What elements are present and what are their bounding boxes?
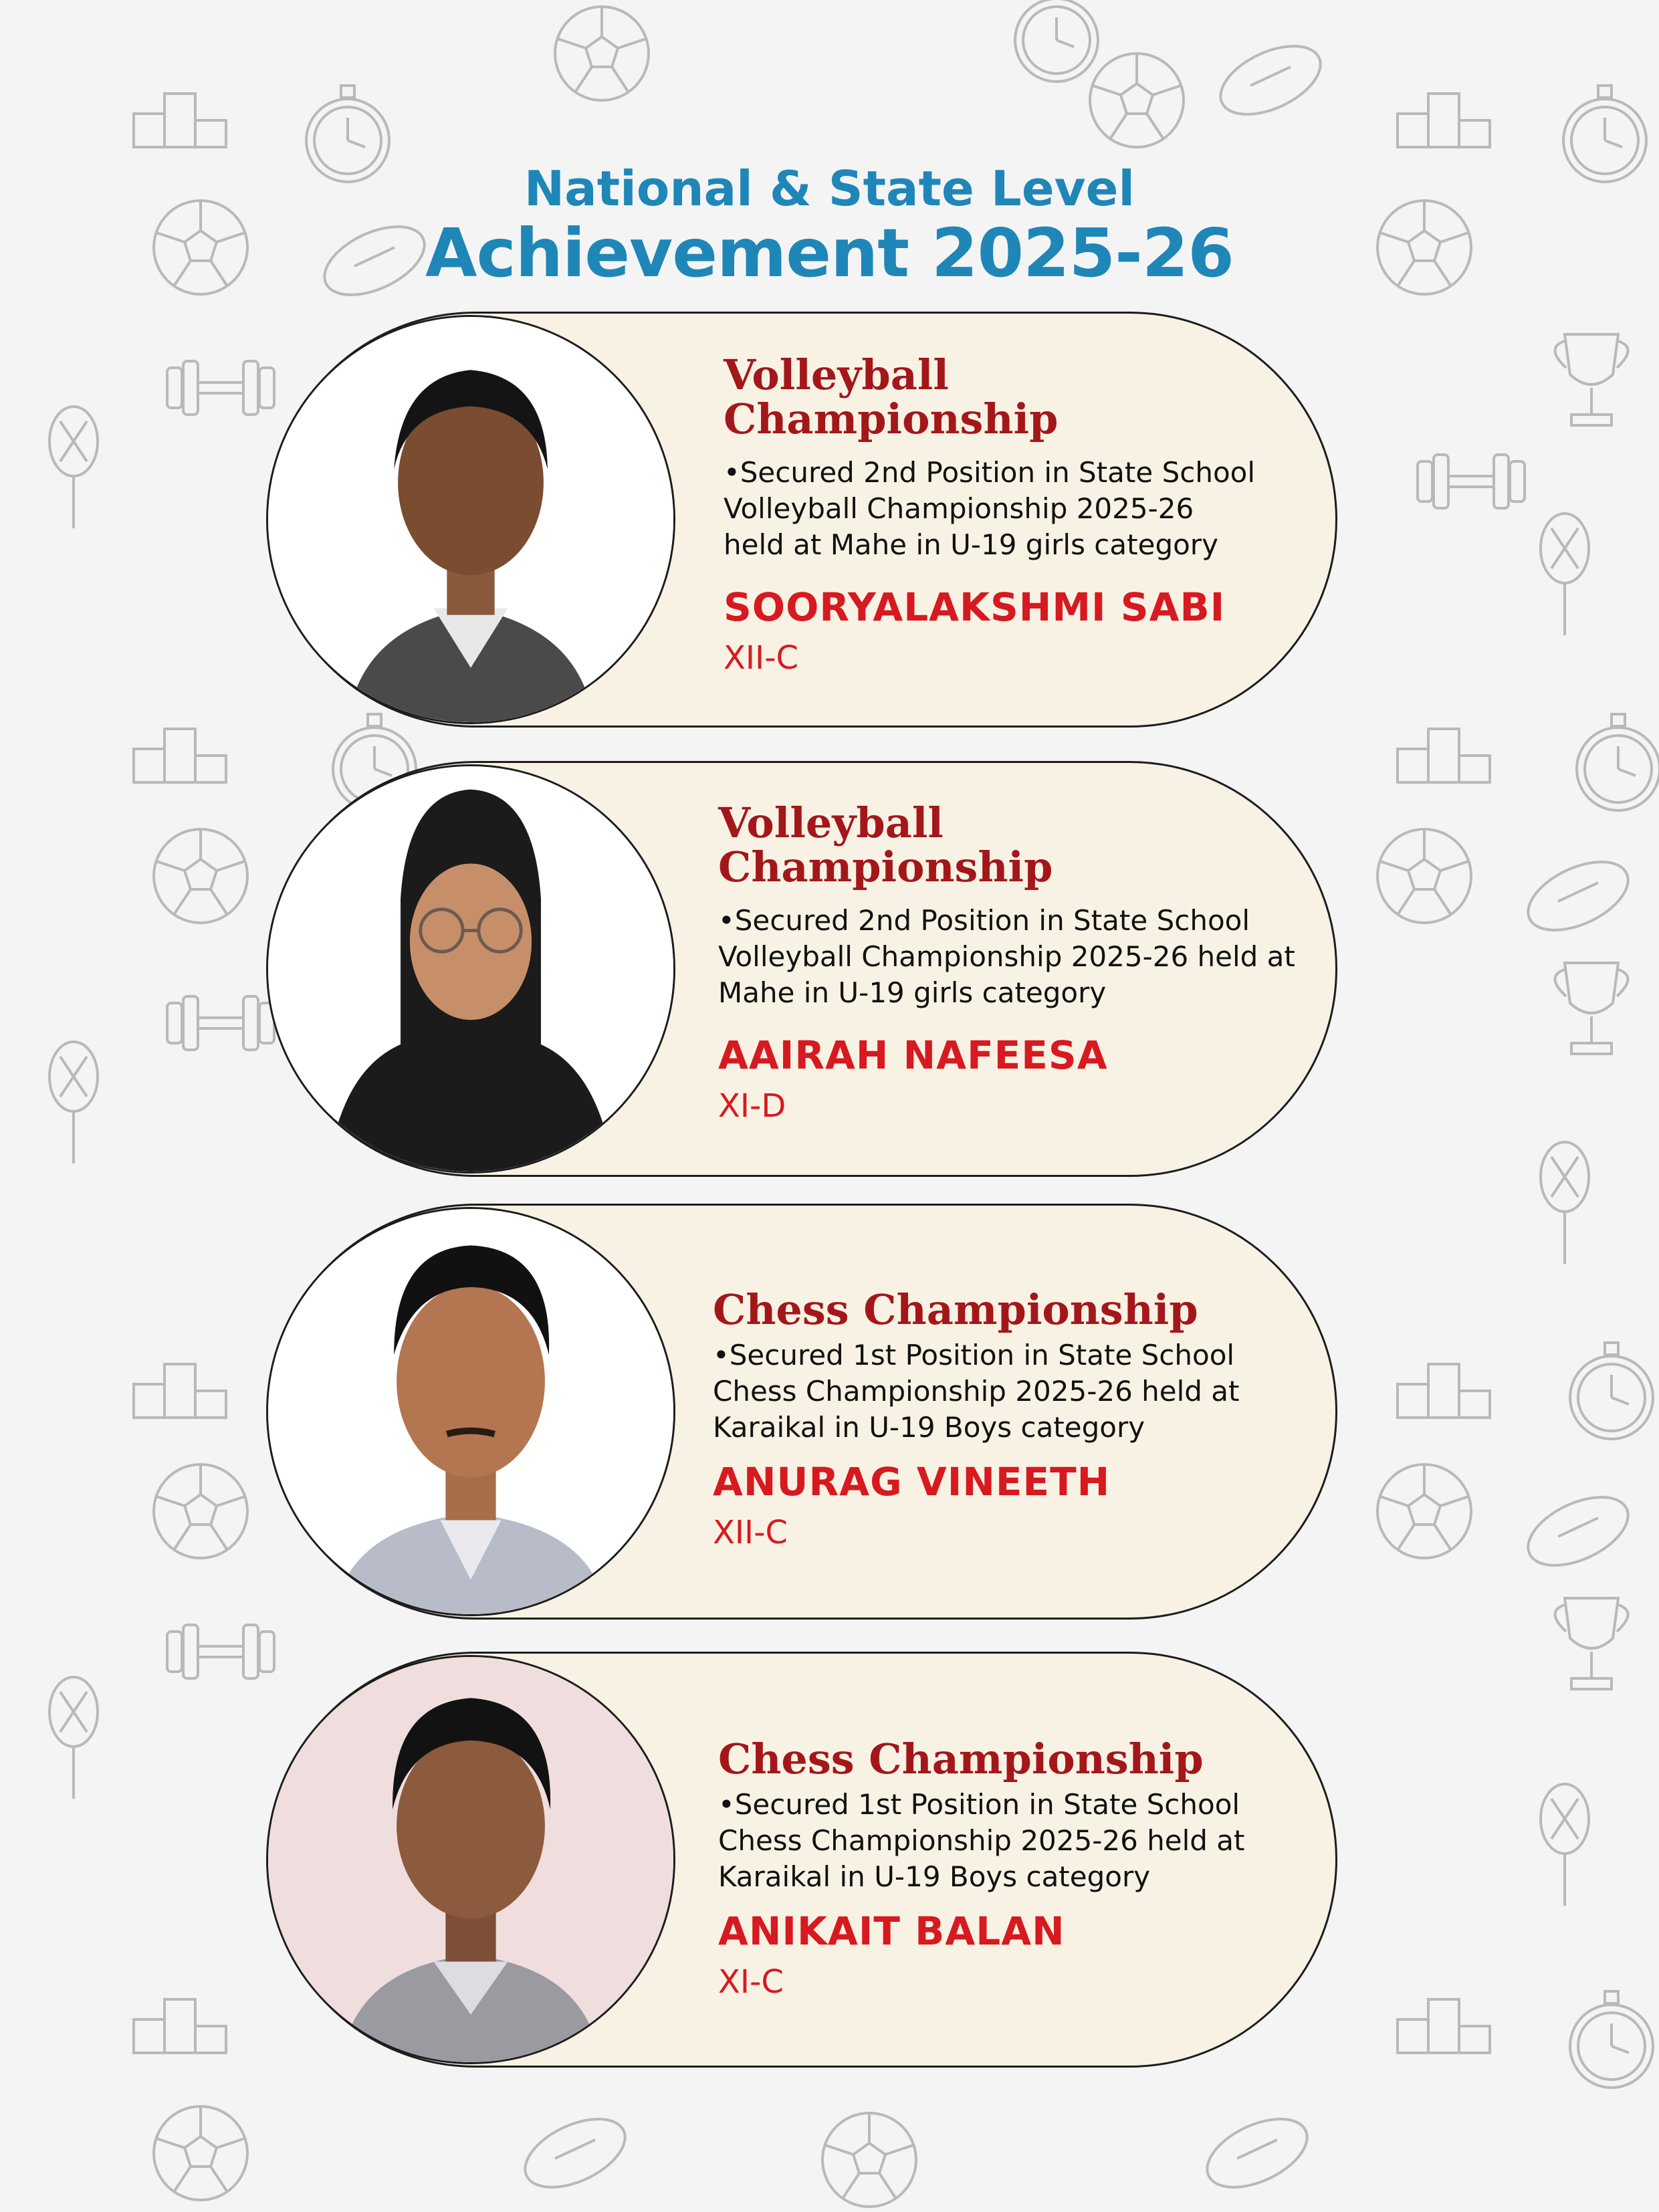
event-title: Volleyball Championship — [724, 350, 1059, 443]
student-name: ANIKAIT BALAN — [718, 1908, 1065, 1954]
description-line: Mahe in U-19 girls category — [718, 976, 1107, 1009]
description-line: Volleyball Championship 2025-26 — [724, 492, 1194, 525]
card-3-text — [713, 1285, 1240, 1551]
description-line: Chess Championship 2025-26 held at — [713, 1375, 1240, 1408]
description-line: •Secured 2nd Position in State School — [724, 456, 1256, 489]
student-name: SOORYALAKSHMI SABI — [724, 584, 1226, 630]
description-line: •Secured 2nd Position in State School — [718, 904, 1250, 937]
header-line-1: National & State Level — [524, 160, 1135, 217]
description — [718, 903, 1295, 1011]
student-name: ANURAG VINEETH — [713, 1459, 1111, 1505]
card-1-text — [724, 350, 1256, 677]
description — [718, 1787, 1245, 1895]
header-line-2: Achievement 2025-26 — [425, 214, 1234, 292]
student-class: XII-C — [724, 639, 799, 677]
description-line: Karaikal in U-19 Boys category — [713, 1411, 1145, 1444]
description-line: •Secured 1st Position in State School — [713, 1339, 1235, 1371]
description — [724, 455, 1255, 563]
description-line: Chess Championship 2025-26 held at — [718, 1824, 1245, 1857]
student-class: XI-D — [718, 1087, 786, 1125]
card-2-text — [718, 798, 1295, 1125]
event-title: Chess Championship — [718, 1735, 1204, 1783]
description-line: Volleyball Championship 2025-26 held at — [718, 940, 1295, 973]
description-line: •Secured 1st Position in State School — [718, 1788, 1240, 1821]
student-photo-3 — [266, 1207, 675, 1616]
student-class: XI-C — [718, 1963, 784, 2001]
description-line: Karaikal in U-19 Boys category — [718, 1860, 1151, 1893]
student-name: AAIRAH NAFEESA — [718, 1032, 1108, 1078]
student-class: XII-C — [713, 1514, 788, 1551]
description — [713, 1337, 1240, 1446]
student-photo-4 — [266, 1655, 675, 2064]
description-line: held at Mahe in U-19 girls category — [724, 528, 1218, 561]
card-4-text — [718, 1737, 1245, 2001]
student-photo-1 — [266, 315, 675, 724]
event-title: Chess Championship — [713, 1285, 1198, 1334]
event-title: Volleyball Championship — [718, 798, 1053, 891]
student-photo-2 — [266, 764, 675, 1174]
